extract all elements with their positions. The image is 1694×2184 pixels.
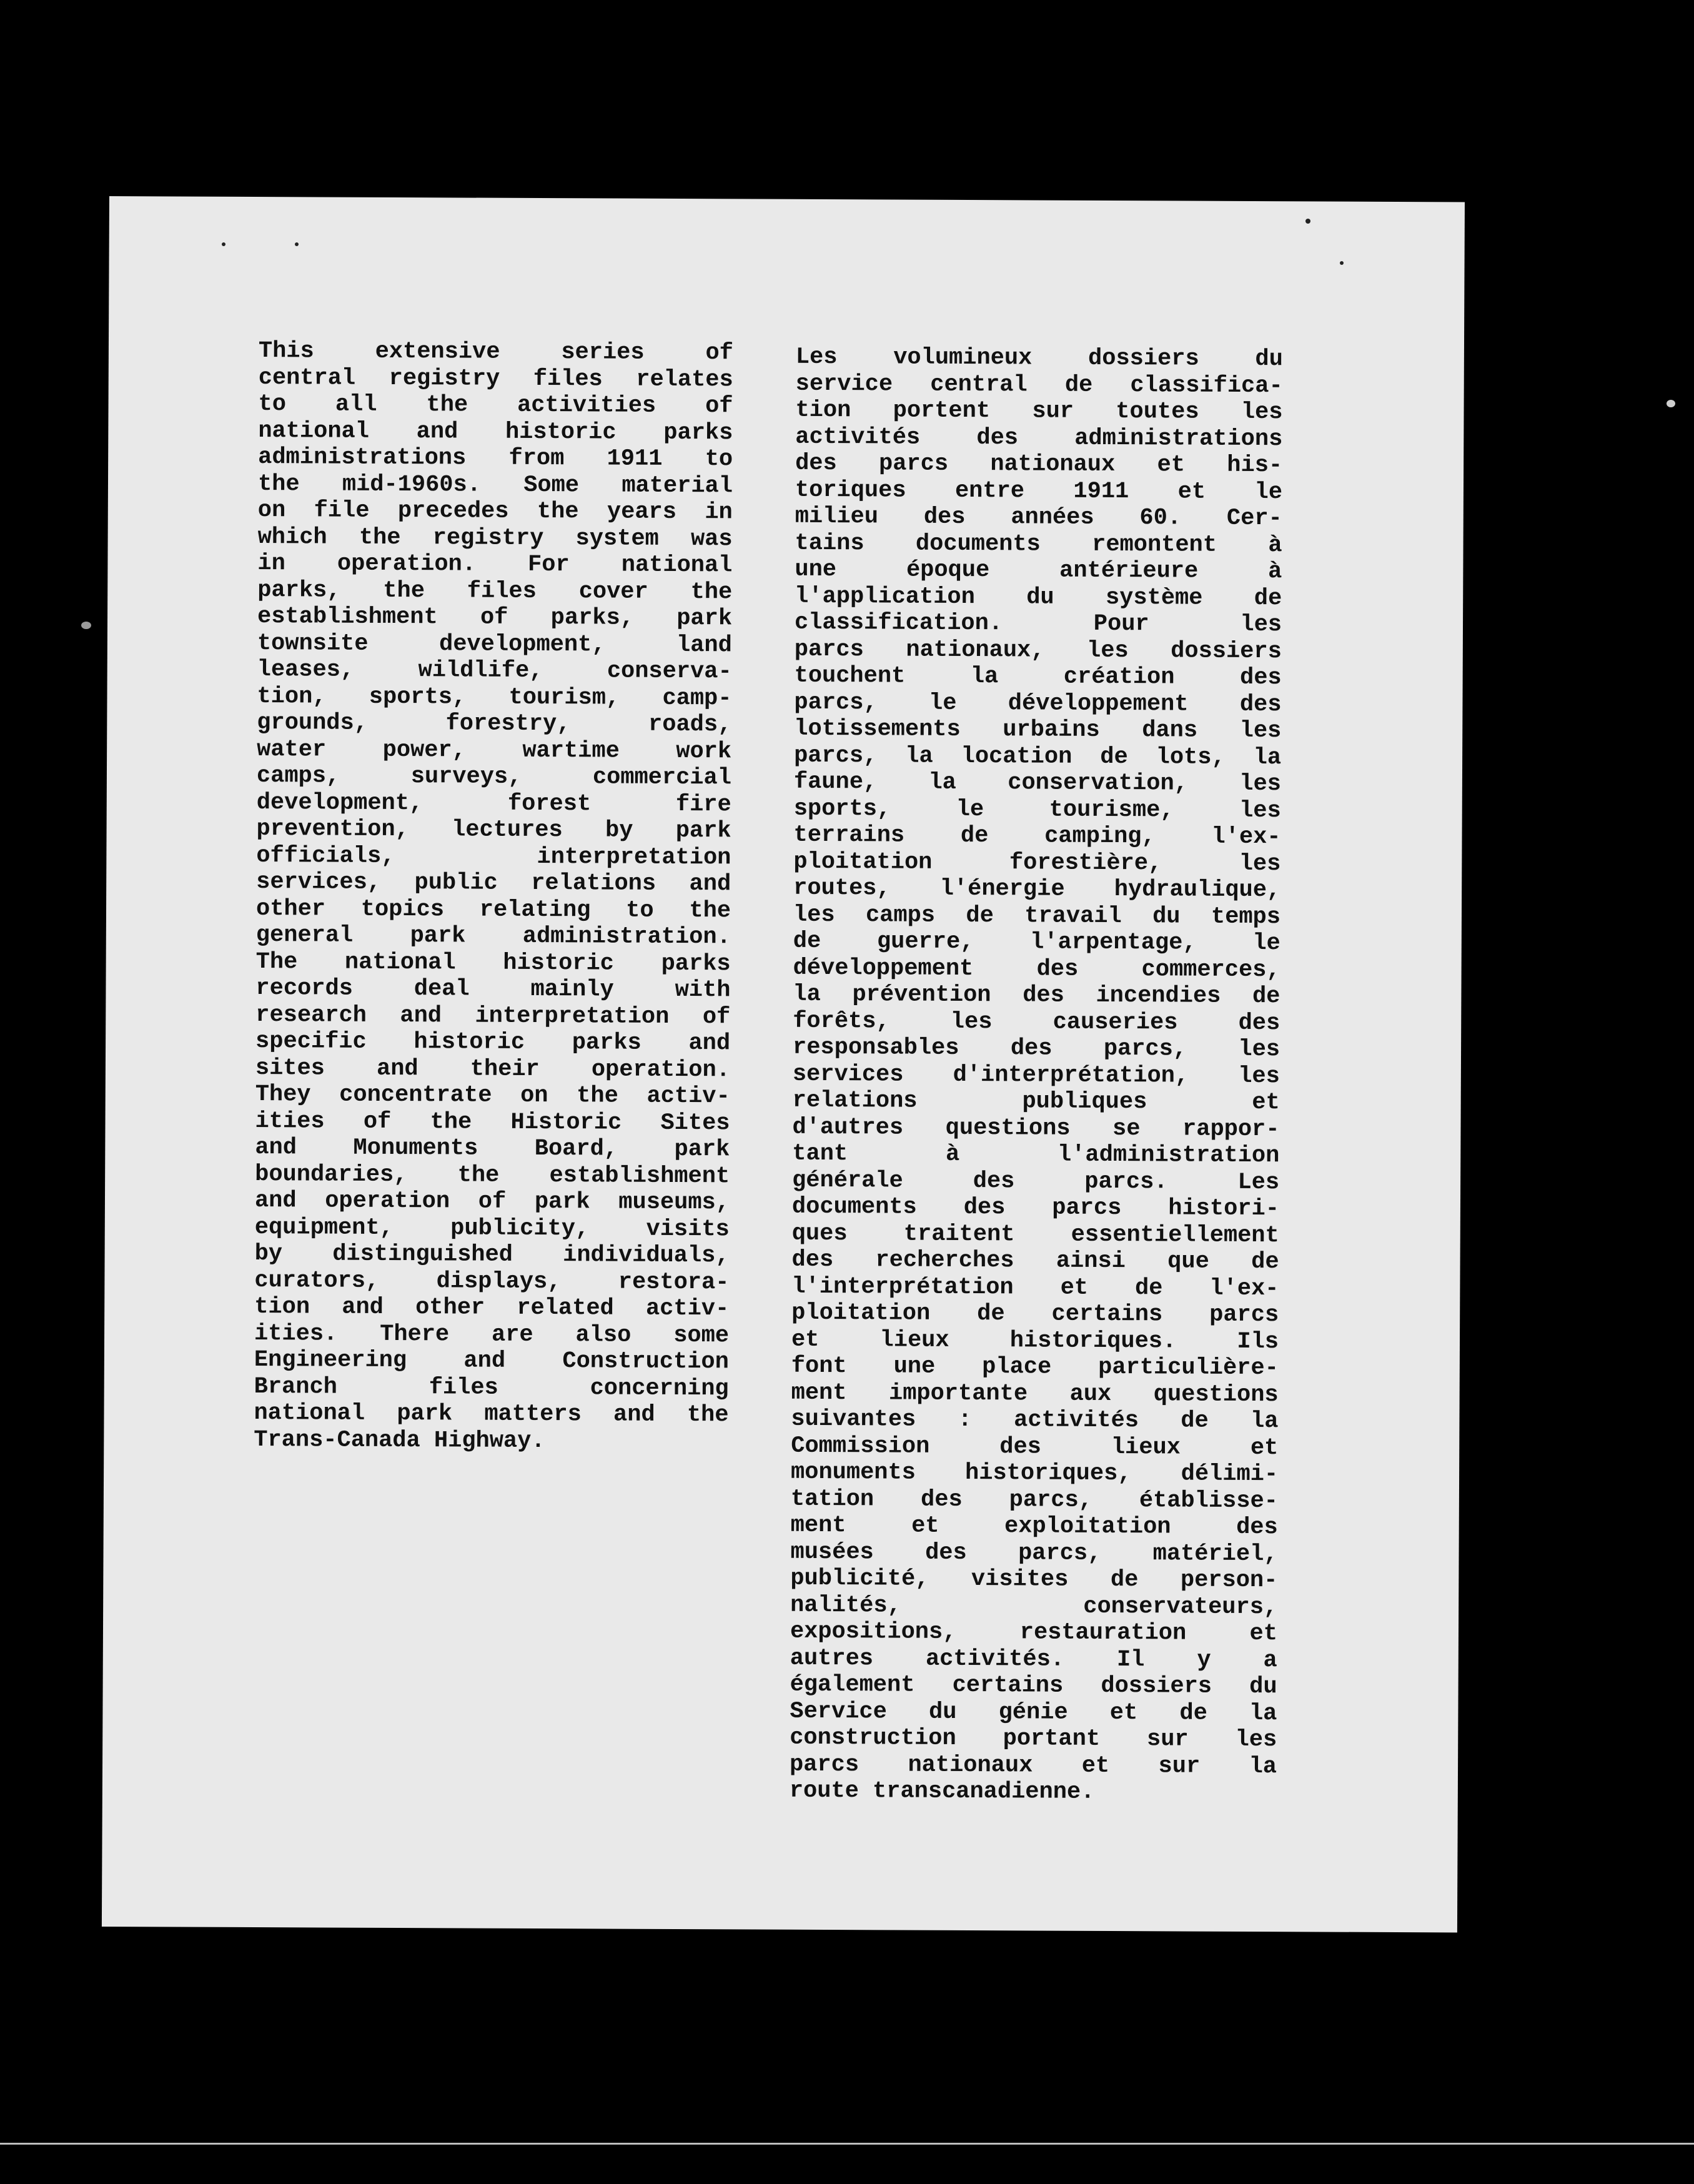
text-line: tion and other related activ- [254,1294,730,1323]
text-line: classification. Pour les [794,609,1282,638]
text-line: The national historic parks [255,948,731,977]
text-line: Les volumineux dossiers du [795,344,1283,373]
text-line: parcs nationaux, les dossiers [794,636,1282,665]
text-line: the mid-1960s. Some material [257,470,733,499]
text-line: font une place particulière- [791,1353,1279,1382]
text-line: and operation of park museums, [254,1188,730,1216]
text-line: d'autres questions se rappor- [792,1114,1280,1143]
text-line: establishment of parks, park [257,603,733,632]
text-line: tains documents remontent à [795,530,1282,558]
text-line: et lieux historiques. Ils [791,1326,1279,1355]
text-line: prevention, lectures by park [256,816,731,845]
scan-speck [1340,261,1344,265]
text-line: forêts, les causeries des [793,1008,1280,1036]
text-line: parks, the files cover the [257,577,733,605]
document-page [102,196,1465,1932]
scan-speck [81,622,91,629]
scan-speck [222,242,225,246]
text-line: milieu des années 60. Cer- [795,503,1282,532]
text-line: l'interprétation et de l'ex- [791,1273,1279,1302]
text-line: officials, interpretation [256,842,731,871]
text-line: terrains de camping, l'ex- [793,821,1281,851]
text-line: de guerre, l'arpentage, le [793,928,1280,957]
text-line: to all the activities of [258,391,733,420]
text-line: tant à l'administration [792,1140,1280,1169]
text-line: sports, le tourisme, les [793,795,1281,824]
text-line: which the registry system was [257,524,733,552]
scan-edge-line [0,2143,1694,2145]
text-line: autres activités. Il y a [790,1645,1277,1674]
text-line: leases, wildlife, conserva- [257,657,732,685]
text-line: nalités, conservateurs, [790,1592,1278,1621]
text-line: national park matters and the [254,1400,729,1429]
text-line: musées des parcs, matériel, [790,1539,1278,1567]
text-line: Branch files concerning [254,1373,729,1402]
text-line: monuments historiques, délimi- [791,1459,1279,1488]
text-line: relations publiques et [792,1087,1280,1116]
text-line: camps, surveys, commercial [256,763,732,792]
text-line: in operation. For national [257,550,733,579]
text-line: routes, l'énergie hydraulique, [793,875,1281,904]
text-line: specific historic parks and [255,1028,731,1057]
text-line: ques traitent essentiellement [791,1220,1279,1249]
text-line: responsables des parcs, les [792,1034,1280,1063]
text-line: expositions, restauration et [790,1618,1278,1647]
text-line: les camps de travail du temps [793,901,1281,930]
text-line: by distinguished individuals, [254,1241,730,1269]
text-line: central registry files relates [258,364,733,393]
text-line: development, forest fire [256,789,731,818]
text-line: parcs, le développement des [794,689,1282,718]
text-line: national and historic parks [258,417,733,446]
text-line: sites and their operation. [255,1055,730,1083]
text-line: services, public relations and [256,869,731,898]
text-line: administrations from 1911 to [258,444,733,473]
text-line: parcs, la location de lots, la [794,742,1282,771]
scan-speck [1305,219,1310,224]
text-line: They concentrate on the activ- [255,1081,730,1110]
text-line: This extensive series of [258,338,734,367]
text-line: tion, sports, tourism, camp- [257,683,732,712]
text-line: touchent la création des [794,662,1282,692]
text-line: ment et exploitation des [790,1512,1278,1541]
text-line: boundaries, the establishment [255,1161,730,1189]
text-line: des parcs nationaux et his- [795,450,1283,479]
text-line: tion portent sur toutes les [795,397,1283,426]
text-line: Trans-Canada Highway. [254,1426,545,1454]
text-line: townsite development, land [257,630,732,658]
text-line: également certains dossiers du [790,1671,1277,1700]
text-line: activités des administrations [795,424,1283,452]
text-line: grounds, forestry, roads, [257,710,732,738]
text-line: suivantes : activités de la [791,1406,1279,1435]
text-line: Engineering and Construction [254,1347,729,1376]
text-line: ities. There are also some [254,1320,730,1349]
french-text-column [790,344,1283,1807]
text-line: on file precedes the years in [257,497,733,526]
text-line: ploitation forestière, les [793,848,1281,877]
text-line: curators, displays, restora- [254,1267,730,1296]
text-line: toriques entre 1911 et le [795,477,1283,505]
text-line: ities of the Historic Sites [255,1108,730,1136]
text-line: la prévention des incendies de [793,981,1280,1010]
text-line: records deal mainly with [255,975,731,1004]
text-line: Commission des lieux et [791,1432,1279,1461]
text-line: general park administration. [255,922,731,951]
text-line: publicité, visites de person- [790,1565,1278,1594]
text-line: tation des parcs, établisse- [790,1486,1278,1514]
text-line: other topics relating to the [255,895,731,924]
text-line: service central de classifica- [795,370,1283,399]
scan-speck [295,242,299,246]
text-line: Service du génie et de la [790,1698,1277,1727]
text-line: développement des commerces, [793,955,1280,983]
scan-speck [1667,400,1675,407]
text-line: construction portant sur les [790,1724,1277,1754]
text-line: and Monuments Board, park [255,1134,730,1163]
text-line: documents des parcs histori- [791,1193,1280,1223]
text-line: parcs nationaux et sur la [789,1751,1277,1780]
text-line: water power, wartime work [257,736,732,765]
english-text-column [254,338,733,1455]
text-line: services d'interprétation, les [792,1061,1280,1090]
text-line: l'application du système de [795,583,1282,612]
text-line: des recherches ainsi que de [791,1246,1279,1276]
text-line: générale des parcs. Les [792,1167,1280,1196]
text-line: route transcanadienne. [789,1777,1095,1805]
text-line: une époque antérieure à [795,556,1282,585]
text-line: research and interpretation of [255,1001,731,1030]
text-line: ploitation de certains parcs [791,1299,1279,1329]
text-line: equipment, publicity, visits [254,1214,730,1243]
text-line: lotissements urbains dans les [794,715,1282,745]
text-line: faune, la conservation, les [793,768,1282,798]
text-line: ment importante aux questions [791,1379,1279,1408]
